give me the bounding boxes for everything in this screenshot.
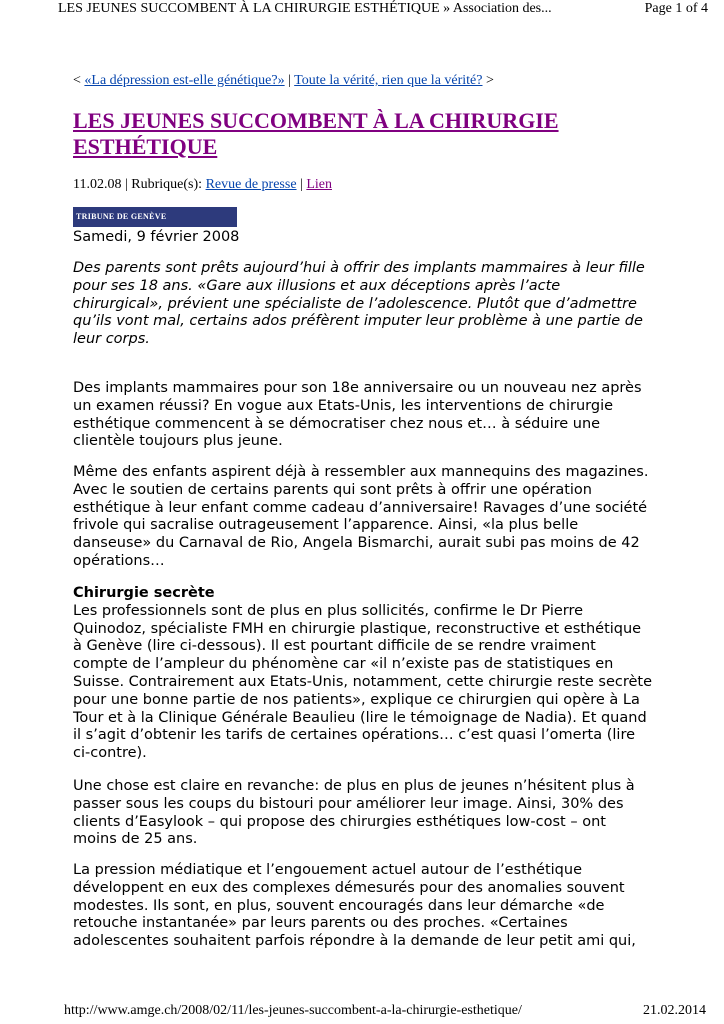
nav-close-bracket: > xyxy=(482,73,494,88)
print-footer-url: http://www.amge.ch/2008/02/11/les-jeunes-succombent-a-la-chirurgie-esthetique/ xyxy=(64,1003,522,1018)
print-footer-date: 21.02.2014 xyxy=(643,1003,706,1018)
section-chirurgie-secrete xyxy=(73,585,653,763)
tribune-de-geneve-logo: TRIBUNE DE GENÈVE xyxy=(73,207,237,227)
print-header-title: LES JEUNES SUCCOMBENT À LA CHIRURGIE ESTHÉTIQUE » Association des... xyxy=(58,1,552,16)
section-heading: Chirurgie secrète xyxy=(73,585,215,601)
nav-open-bracket: < xyxy=(73,73,85,88)
article-paragraph-2: Même des enfants aspirent déjà à ressembler aux mannequins des magazines. Avec le soutien de certains parents qui sont prêts à offrir une opération esthétique à leur enfant comme cadeau d’anniversaire! Ravages d’une société frivole qui sacralise outrageusement l’apparence. Ainsi, «la plus belle danseuse» du Carnaval de Rio, Angela Bismarchi, aurait subi pas moins de 42 opérations… xyxy=(73,464,649,569)
meta-date-prefix: 11.02.08 | Rubrique(s): xyxy=(73,177,206,192)
previous-post-link[interactable]: «La dépression est-elle génétique?» xyxy=(84,73,285,88)
next-post-link[interactable]: Toute la vérité, rien que la vérité? xyxy=(294,73,483,88)
category-link-revue-de-presse[interactable]: Revue de presse xyxy=(205,177,297,192)
article-paragraph-5: La pression médiatique et l’engouement actuel autour de l’esthétique développent en eux des complexes démesurés pour des anomalies souvent modestes. Ils sont, en plus, souvent encouragés dans leur démarche «de retouche instantanée» par leurs parents ou des proches. «Certaines adolescentes souhaitent parfois répondre à la demande de leur petit ami qui, xyxy=(73,862,636,950)
category-link-lien[interactable]: Lien xyxy=(306,177,332,192)
article-title[interactable]: LES JEUNES SUCCOMBENT À LA CHIRURGIE ESTHÉTIQUE xyxy=(73,108,559,159)
print-page-number: Page 1 of 4 xyxy=(644,1,708,16)
post-navigation xyxy=(73,72,494,90)
article-meta xyxy=(73,176,332,194)
article-paragraph-4: Une chose est claire en revanche: de plus en plus de jeunes n’hésitent plus à passer sous les coups du bistouri pour améliorer leur image. Ainsi, 30% des clients d’Easylook – qui propose des chirurgies esthétiques low-cost – ont moins de 25 ans. xyxy=(73,778,635,848)
article-paragraph-1: Des implants mammaires pour son 18e anniversaire ou un nouveau nez après un examen réussi? En vogue aux Etats-Unis, les interventions de chirurgie esthétique commencent à se démocratiser chez nous et… à séduire une clientèle toujours plus jeune. xyxy=(73,380,642,450)
print-header xyxy=(0,0,724,22)
article-paragraph-3: Les professionnels sont de plus en plus sollicités, confirme le Dr Pierre Quinodoz, spécialiste FMH en chirurgie plastique, reconstructive et esthétique à Genève (lire ci-dessous). Il est pourtant difficile de se rendre vraiment compte de l’ampleur du phénomène car «il n’existe pas de statistiques en Suisse. Contrairement aux Etats-Unis, notamment, cette chirurgie reste secrète pour une bonne partie de nos patients», explique ce chirurgien qui opère à La Tour et à la Clinique Générale Beaulieu (lire le témoignage de Nadia). Et quand il s’agit d’obtenir les tarifs de certaines opérations… c’est quasi l’omerta (lire ci-contre). xyxy=(73,602,653,762)
article-lead: Des parents sont prêts aujourd’hui à offrir des implants mammaires à leur fille pour ses 18 ans. «Gare aux illusions et aux déceptions après l’acte chirurgical», prévient une spécialiste de l’adolescence. Plutôt que d’admettre qu’ils vont mal, certains ados préfèrent imputer leur problème à une partie de leur corps. xyxy=(73,260,645,348)
meta-separator: | xyxy=(296,177,307,192)
article-date: Samedi, 9 février 2008 xyxy=(73,229,240,245)
nav-separator: | xyxy=(284,73,295,88)
